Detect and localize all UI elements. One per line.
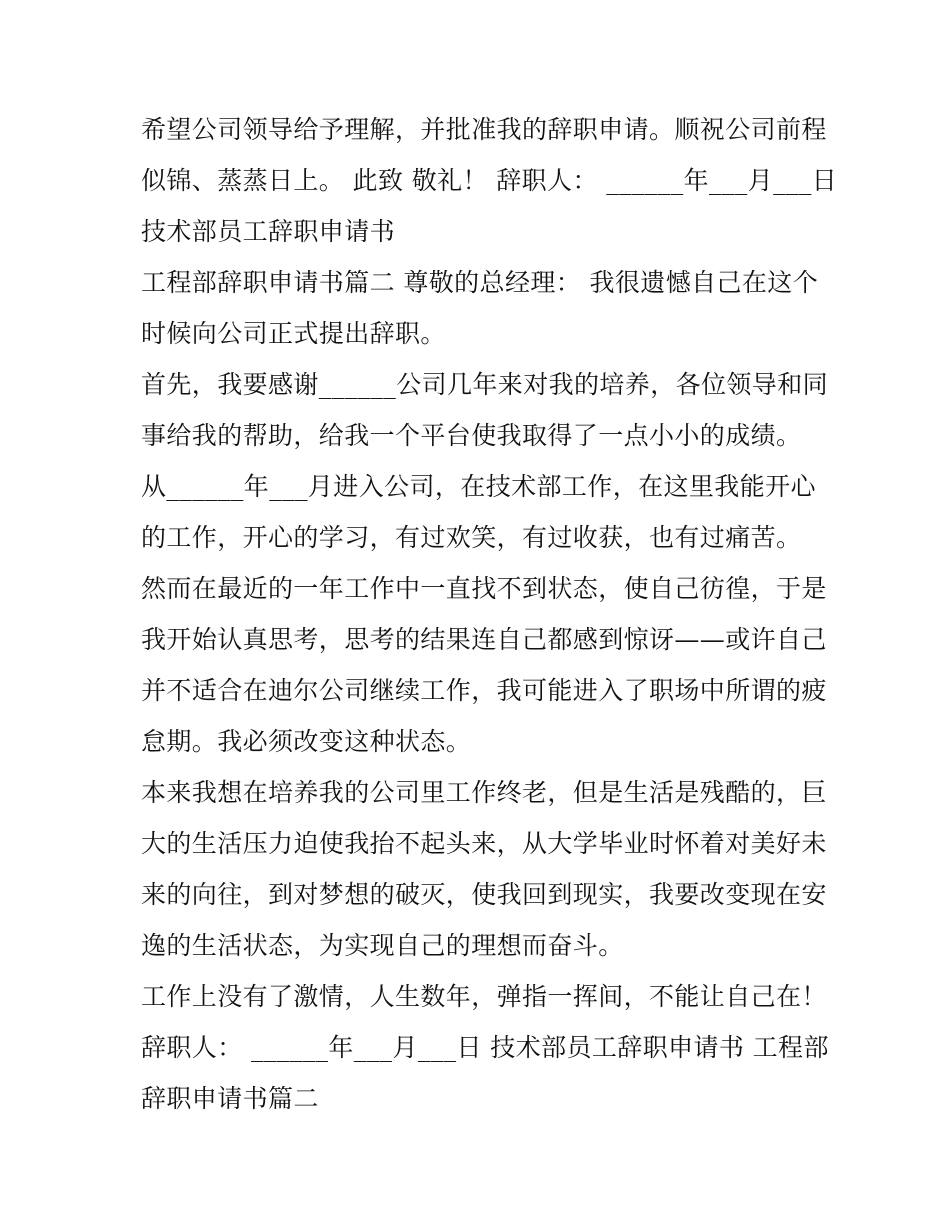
text-line: 事给我的帮助，给我一个平台使我取得了一点小小的成绩。 [141,421,802,450]
text-line: 工程部辞职申请书篇二 尊敬的总经理： 我很遗憾自己在这个 [141,268,819,297]
text-line: 大的生活压力迫使我抬不起头来，从大学毕业时怀着对美好未 [141,829,827,858]
text-line: 工作上没有了激情，人生数年，弹指一挥间，不能让自己在！ [141,982,827,1011]
text-line: 首先，我要感谢______公司几年来对我的培养，各位领导和同 [141,370,829,399]
text-line: 然而在最近的一年工作中一直找不到状态，使自己彷徨，于是 [141,574,827,603]
text-line: 辞职人： ______年___月___日 技术部员工辞职申请书 工程部 [141,1033,829,1062]
text-line: 希望公司领导给予理解，并批准我的辞职申请。顺祝公司前程 [141,115,827,144]
text-line: 似锦、蒸蒸日上。 此致 敬礼！ 辞职人： ______年___月___日 [141,166,838,195]
text-line: 并不适合在迪尔公司继续工作，我可能进入了职场中所谓的疲 [141,676,827,705]
text-line: 逸的生活状态，为实现自己的理想而奋斗。 [141,931,624,960]
text-line: 的工作，开心的学习，有过欢笑，有过收获，也有过痛苦。 [141,523,802,552]
document-body [141,104,838,1124]
text-line: 时候向公司正式提出辞职。 [141,319,446,348]
text-line: 本来我想在培养我的公司里工作终老，但是生活是残酷的，巨 [141,778,827,807]
text-line: 从______年___月进入公司，在技术部工作，在这里我能开心 [141,472,816,501]
text-line: 来的向往，到对梦想的破灭，使我回到现实，我要改变现在安 [141,880,827,909]
text-line: 技术部员工辞职申请书 [141,217,396,246]
text-line: 辞职申请书篇二 [141,1084,319,1113]
text-line: 怠期。我必须改变这种状态。 [141,727,472,756]
text-line: 我开始认真思考，思考的结果连自己都感到惊讶——或许自己 [141,625,827,654]
